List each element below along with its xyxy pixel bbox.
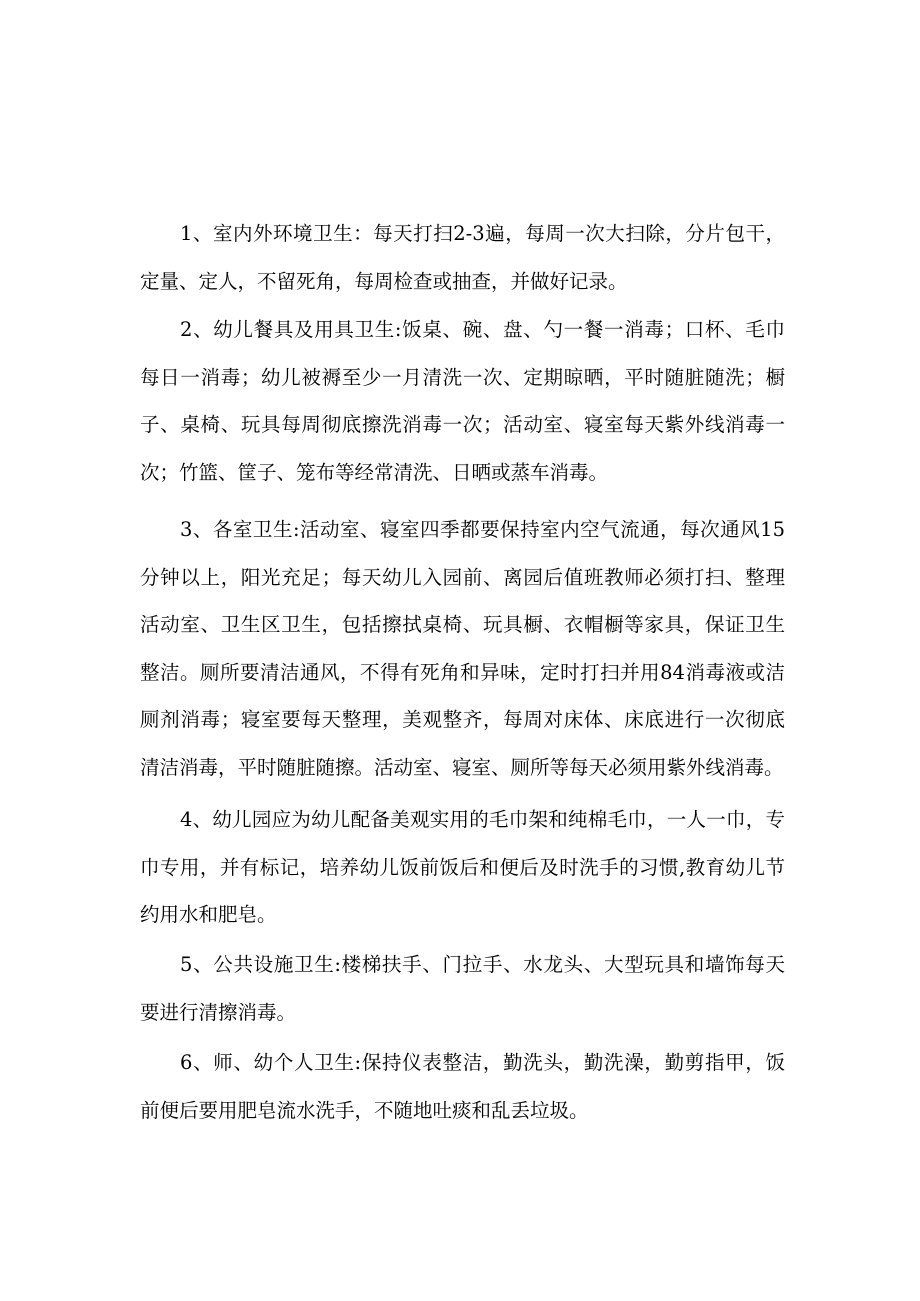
- paragraph-line: 4、幼儿园应为幼儿配备美观实用的毛巾架和纯棉毛巾，一人一巾，专: [180, 808, 785, 831]
- paragraph-line: 分钟以上，阳光充足；每天幼儿入园前、离园后值班教师必须打扫、整理: [140, 565, 785, 589]
- paragraph-3-room-hygiene: [140, 506, 785, 791]
- paragraph-6-personal-hygiene: [140, 1039, 785, 1134]
- paragraph-line: 巾专用，并有标记，培养幼儿饭前饭后和便后及时洗手的习惯,教育幼儿节: [140, 855, 785, 879]
- paragraph-1-environment-hygiene: [140, 210, 785, 305]
- paragraph-line: 1、室内外环境卫生：每天打扫2-3遍，每周一次大扫除，分片包干，: [180, 222, 785, 245]
- paragraph-4-towel-hygiene: [140, 796, 785, 939]
- paragraph-line: 约用水和肥皂。: [140, 903, 277, 926]
- paragraph-line: 子、桌椅、玩具每周彻底擦洗消毒一次；活动室、寝室每天紫外线消毒一: [140, 413, 785, 436]
- paragraph-line: 3、各室卫生:活动室、寝室四季都要保持室内空气流通，每次通风15: [180, 518, 785, 541]
- paragraph-line: 厕剂消毒；寝室要每天整理，美观整齐，每周对床体、床底进行一次彻底: [140, 708, 785, 731]
- paragraph-line: 6、师、幼个人卫生:保持仪表整洁，勤洗头，勤洗澡，勤剪指甲，饭: [180, 1051, 785, 1074]
- paragraph-line: 要进行清擦消毒。: [140, 1000, 297, 1024]
- paragraph-line: 次；竹篮、筐子、笼布等经常清洗、日晒或蒸车消毒。: [140, 460, 609, 484]
- paragraph-5-public-facility-hygiene: [140, 941, 785, 1036]
- paragraph-line: 活动室、卫生区卫生，包括擦拭桌椅、玩具橱、衣帽橱等家具，保证卫生: [140, 613, 785, 636]
- paragraph-2-tableware-hygiene: [140, 306, 785, 496]
- paragraph-line: 每日一消毒；幼儿被褥至少一月清洗一次、定期晾晒，平时随脏随洗；橱: [140, 365, 785, 389]
- paragraph-line: 2、幼儿餐具及用具卫生:饭桌、碗、盘、勺一餐一消毒；口杯、毛巾: [180, 318, 785, 341]
- paragraph-line: 定量、定人，不留死角，每周检查或抽查，并做好记录。: [140, 269, 628, 293]
- paragraph-line: 5、公共设施卫生:楼梯扶手、门拉手、水龙头、大型玩具和墙饰每天: [180, 953, 785, 976]
- paragraph-line: 前便后要用肥皂流水洗手，不随地吐痰和乱丢垃圾。: [140, 1098, 589, 1122]
- paragraph-line: 整洁。厕所要清洁通风，不得有死角和异味，定时打扫并用84消毒液或洁: [140, 660, 785, 684]
- paragraph-line: 清洁消毒，平时随脏随擦。活动室、寝室、厕所等每天必须用紫外线消毒。: [140, 755, 784, 779]
